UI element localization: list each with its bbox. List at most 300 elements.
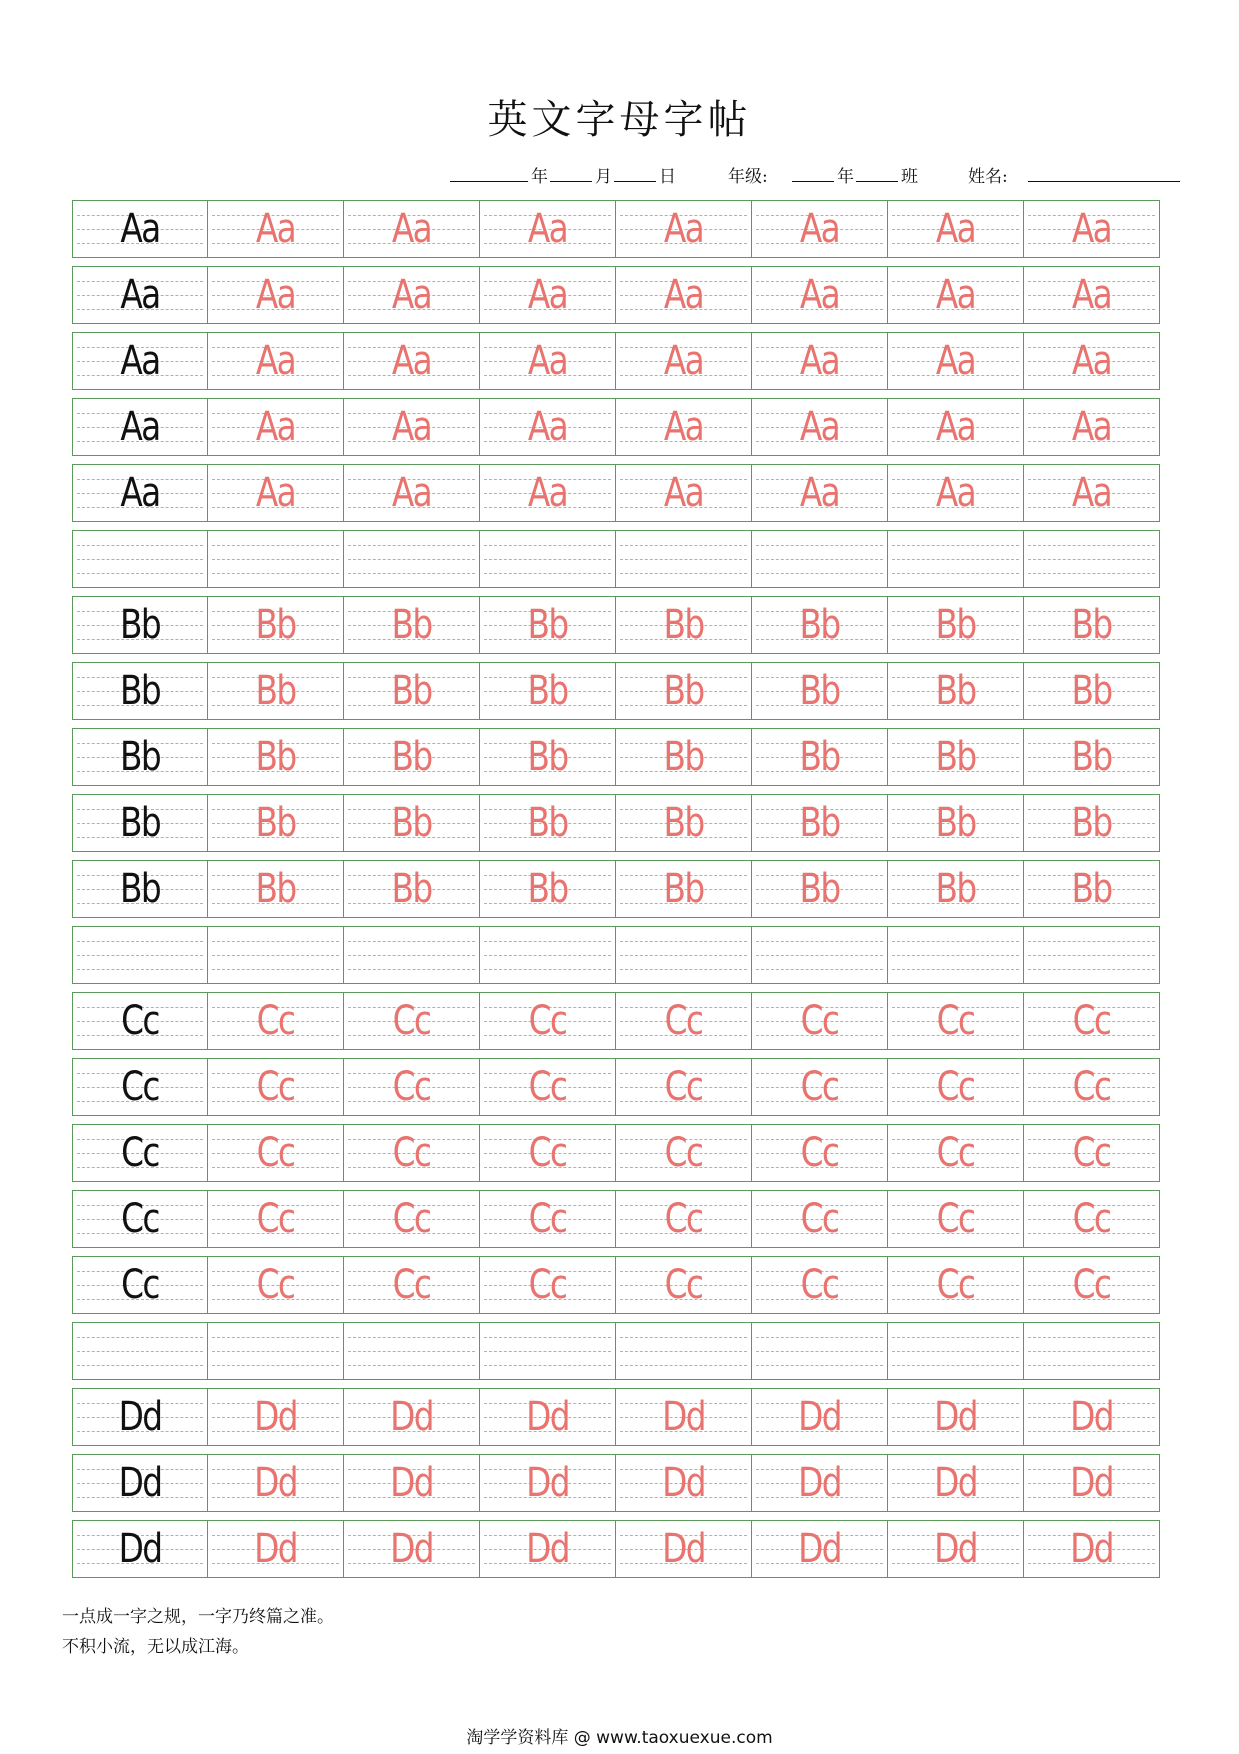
trace-cell[interactable] (1024, 200, 1160, 258)
trace-cell[interactable] (1024, 1058, 1160, 1116)
trace-cell[interactable] (344, 398, 480, 456)
trace-cell[interactable] (616, 860, 752, 918)
trace-cell[interactable] (208, 398, 344, 456)
trace-cell[interactable] (616, 926, 752, 984)
trace-cell[interactable] (344, 332, 480, 390)
guide-line (756, 559, 883, 560)
trace-cell[interactable] (888, 1454, 1024, 1512)
trace-letter: Dd (934, 1460, 977, 1506)
trace-letter: Bb (391, 800, 432, 846)
trace-letter: Aa (255, 206, 296, 252)
trace-cell[interactable] (1024, 464, 1160, 522)
trace-letter: Dd (798, 1526, 841, 1572)
trace-letter: Bb (935, 734, 976, 780)
trace-cell[interactable] (888, 1124, 1024, 1182)
trace-cell[interactable] (888, 1058, 1024, 1116)
guide-line (484, 545, 611, 546)
trace-cell[interactable] (1024, 1454, 1160, 1512)
trace-cell[interactable] (616, 200, 752, 258)
trace-letter: Dd (798, 1460, 841, 1506)
trace-cell[interactable] (752, 1058, 888, 1116)
trace-cell[interactable] (344, 728, 480, 786)
trace-letter: Cc (1072, 1196, 1111, 1242)
trace-cell[interactable] (1024, 332, 1160, 390)
grade-year-blank[interactable] (792, 181, 834, 182)
trace-letter: Bb (1071, 800, 1112, 846)
trace-cell[interactable] (208, 464, 344, 522)
guide-line (348, 559, 475, 560)
trace-cell[interactable] (344, 464, 480, 522)
trace-cell[interactable] (752, 200, 888, 258)
trace-cell[interactable] (480, 530, 616, 588)
model-cell[interactable] (72, 596, 208, 654)
model-cell[interactable] (72, 1256, 208, 1314)
trace-cell[interactable] (1024, 530, 1160, 588)
trace-cell[interactable] (344, 1454, 480, 1512)
day-blank[interactable] (614, 181, 656, 182)
model-cell[interactable] (72, 1322, 208, 1380)
guide-line (620, 1351, 747, 1352)
guide-line (892, 1337, 1019, 1338)
model-cell[interactable] (72, 266, 208, 324)
trace-cell[interactable] (1024, 662, 1160, 720)
trace-letter: Aa (527, 272, 568, 318)
guide-line (348, 1365, 475, 1366)
footer-watermark: 淘学学资料库 @ www.taoxuexue.com (466, 1728, 773, 1748)
trace-cell[interactable] (344, 200, 480, 258)
trace-letter: Bb (527, 734, 568, 780)
guide-line (892, 955, 1019, 956)
model-letter: Aa (120, 470, 160, 516)
trace-letter: Cc (1072, 998, 1111, 1044)
trace-letter: Cc (936, 1196, 975, 1242)
trace-cell[interactable] (344, 1388, 480, 1446)
trace-letter: Bb (935, 668, 976, 714)
practice-row (72, 1124, 1166, 1182)
trace-letter: Dd (934, 1394, 977, 1440)
guide-line (1028, 1351, 1155, 1352)
trace-cell[interactable] (888, 1520, 1024, 1578)
trace-cell[interactable] (480, 332, 616, 390)
trace-letter: Cc (800, 1196, 839, 1242)
trace-cell[interactable] (616, 332, 752, 390)
model-cell[interactable] (72, 464, 208, 522)
trace-cell[interactable] (888, 266, 1024, 324)
trace-letter: Cc (800, 1064, 839, 1110)
trace-cell[interactable] (480, 1322, 616, 1380)
trace-cell[interactable] (208, 332, 344, 390)
trace-cell[interactable] (888, 464, 1024, 522)
model-letter: Cc (121, 1262, 159, 1308)
guide-line (1028, 955, 1155, 956)
guide-line (756, 969, 883, 970)
trace-cell[interactable] (1024, 398, 1160, 456)
trace-cell[interactable] (480, 1520, 616, 1578)
trace-letter: Dd (1070, 1460, 1113, 1506)
trace-cell[interactable] (888, 1256, 1024, 1314)
trace-letter: Bb (391, 734, 432, 780)
trace-letter: Aa (799, 206, 840, 252)
trace-cell[interactable] (480, 1124, 616, 1182)
trace-cell[interactable] (480, 464, 616, 522)
trace-cell[interactable] (208, 1520, 344, 1578)
trace-cell[interactable] (480, 266, 616, 324)
trace-cell[interactable] (752, 1388, 888, 1446)
practice-row (72, 1322, 1166, 1380)
trace-cell[interactable] (1024, 992, 1160, 1050)
model-letter: Cc (121, 1130, 159, 1176)
trace-letter: Cc (256, 1196, 295, 1242)
trace-cell[interactable] (752, 926, 888, 984)
trace-letter: Bb (255, 800, 296, 846)
trace-letter: Dd (1070, 1394, 1113, 1440)
trace-letter: Dd (662, 1394, 705, 1440)
trace-cell[interactable] (752, 1454, 888, 1512)
trace-cell[interactable] (616, 1058, 752, 1116)
trace-cell[interactable] (480, 728, 616, 786)
trace-letter: Cc (392, 1196, 431, 1242)
practice-row (72, 728, 1166, 786)
grade-year-label: 年 (837, 167, 854, 187)
trace-cell[interactable] (480, 662, 616, 720)
guide-line (212, 1351, 339, 1352)
guide-line (620, 1337, 747, 1338)
trace-letter: Bb (935, 866, 976, 912)
trace-letter: Dd (526, 1394, 569, 1440)
trace-cell[interactable] (208, 266, 344, 324)
trace-cell[interactable] (752, 398, 888, 456)
trace-cell[interactable] (752, 992, 888, 1050)
trace-letter: Cc (1072, 1064, 1111, 1110)
trace-letter: Bb (527, 602, 568, 648)
trace-letter: Bb (799, 602, 840, 648)
guide-line (348, 941, 475, 942)
trace-cell[interactable] (752, 662, 888, 720)
model-letter: Bb (119, 734, 161, 780)
trace-cell[interactable] (208, 1388, 344, 1446)
trace-letter: Cc (664, 1196, 703, 1242)
model-cell[interactable] (72, 1124, 208, 1182)
trace-cell[interactable] (616, 1124, 752, 1182)
trace-cell[interactable] (208, 1058, 344, 1116)
day-label: 日 (659, 167, 676, 187)
trace-letter: Cc (528, 998, 567, 1044)
trace-cell[interactable] (752, 1256, 888, 1314)
trace-cell[interactable] (208, 1454, 344, 1512)
guide-line (1028, 1365, 1155, 1366)
guide-line (484, 1337, 611, 1338)
trace-letter: Cc (800, 1130, 839, 1176)
trace-letter: Bb (391, 602, 432, 648)
trace-cell[interactable] (208, 926, 344, 984)
trace-cell[interactable] (1024, 794, 1160, 852)
trace-cell[interactable] (616, 1256, 752, 1314)
trace-cell[interactable] (752, 464, 888, 522)
trace-cell[interactable] (344, 1190, 480, 1248)
trace-cell[interactable] (616, 662, 752, 720)
guide-line (77, 1365, 203, 1366)
practice-row (72, 926, 1166, 984)
trace-cell[interactable] (208, 1190, 344, 1248)
practice-row (72, 1190, 1166, 1248)
trace-cell[interactable] (616, 728, 752, 786)
trace-cell[interactable] (616, 1388, 752, 1446)
guide-line (77, 545, 203, 546)
model-cell[interactable] (72, 992, 208, 1050)
trace-cell[interactable] (480, 596, 616, 654)
trace-cell[interactable] (752, 332, 888, 390)
trace-letter: Aa (799, 470, 840, 516)
trace-cell[interactable] (888, 332, 1024, 390)
trace-letter: Dd (934, 1526, 977, 1572)
trace-cell[interactable] (752, 1322, 888, 1380)
trace-cell[interactable] (344, 992, 480, 1050)
model-cell[interactable] (72, 1388, 208, 1446)
trace-cell[interactable] (344, 1256, 480, 1314)
trace-cell[interactable] (208, 860, 344, 918)
trace-cell[interactable] (616, 398, 752, 456)
trace-cell[interactable] (208, 1322, 344, 1380)
guide-line (484, 969, 611, 970)
trace-cell[interactable] (616, 992, 752, 1050)
trace-cell[interactable] (616, 1520, 752, 1578)
trace-cell[interactable] (480, 1388, 616, 1446)
trace-cell[interactable] (616, 464, 752, 522)
trace-cell[interactable] (752, 266, 888, 324)
trace-letter: Aa (255, 404, 296, 450)
trace-letter: Dd (526, 1460, 569, 1506)
trace-letter: Cc (1072, 1130, 1111, 1176)
trace-letter: Dd (254, 1394, 297, 1440)
trace-cell[interactable] (344, 662, 480, 720)
trace-letter: Bb (391, 866, 432, 912)
trace-cell[interactable] (888, 530, 1024, 588)
trace-cell[interactable] (888, 794, 1024, 852)
trace-cell[interactable] (208, 662, 344, 720)
trace-letter: Cc (392, 1064, 431, 1110)
trace-letter: Dd (798, 1394, 841, 1440)
trace-letter: Cc (664, 1064, 703, 1110)
trace-cell[interactable] (344, 1124, 480, 1182)
model-cell[interactable] (72, 200, 208, 258)
trace-letter: Cc (800, 1262, 839, 1308)
trace-cell[interactable] (616, 1190, 752, 1248)
trace-cell[interactable] (344, 860, 480, 918)
trace-cell[interactable] (480, 1256, 616, 1314)
trace-cell[interactable] (1024, 1256, 1160, 1314)
practice-row (72, 794, 1166, 852)
guide-line (892, 1365, 1019, 1366)
model-cell[interactable] (72, 530, 208, 588)
model-cell[interactable] (72, 332, 208, 390)
trace-cell[interactable] (888, 1190, 1024, 1248)
trace-cell[interactable] (480, 860, 616, 918)
info-line (450, 162, 1180, 186)
model-cell[interactable] (72, 1190, 208, 1248)
trace-letter: Dd (526, 1526, 569, 1572)
trace-cell[interactable] (344, 1520, 480, 1578)
trace-cell[interactable] (208, 728, 344, 786)
model-cell[interactable] (72, 1454, 208, 1512)
guide-line (212, 573, 339, 574)
trace-cell[interactable] (616, 266, 752, 324)
model-cell[interactable] (72, 860, 208, 918)
guide-line (1028, 545, 1155, 546)
trace-cell[interactable] (1024, 1388, 1160, 1446)
trace-cell[interactable] (208, 530, 344, 588)
trace-letter: Aa (799, 338, 840, 384)
guide-line (484, 955, 611, 956)
guide-line (620, 1365, 747, 1366)
model-cell[interactable] (72, 662, 208, 720)
trace-cell[interactable] (888, 992, 1024, 1050)
trace-cell[interactable] (208, 1124, 344, 1182)
trace-cell[interactable] (208, 596, 344, 654)
trace-cell[interactable] (344, 794, 480, 852)
trace-cell[interactable] (480, 1454, 616, 1512)
trace-letter: Bb (1071, 602, 1112, 648)
trace-cell[interactable] (480, 926, 616, 984)
trace-letter: Bb (663, 668, 704, 714)
month-blank[interactable] (550, 181, 592, 182)
trace-cell[interactable] (888, 860, 1024, 918)
practice-row (72, 464, 1166, 522)
model-cell[interactable] (72, 728, 208, 786)
trace-cell[interactable] (752, 596, 888, 654)
trace-letter: Aa (391, 272, 432, 318)
trace-cell[interactable] (616, 794, 752, 852)
trace-cell[interactable] (752, 860, 888, 918)
trace-cell[interactable] (752, 1124, 888, 1182)
trace-letter: Bb (1071, 668, 1112, 714)
guide-line (348, 955, 475, 956)
trace-cell[interactable] (344, 266, 480, 324)
trace-cell[interactable] (344, 1322, 480, 1380)
trace-letter: Aa (663, 272, 704, 318)
trace-cell[interactable] (888, 926, 1024, 984)
trace-letter: Bb (527, 800, 568, 846)
guide-line (212, 1365, 339, 1366)
trace-cell[interactable] (208, 200, 344, 258)
trace-letter: Dd (662, 1526, 705, 1572)
model-cell[interactable] (72, 926, 208, 984)
trace-cell[interactable] (888, 1388, 1024, 1446)
model-cell[interactable] (72, 1520, 208, 1578)
guide-line (756, 1337, 883, 1338)
trace-cell[interactable] (480, 1058, 616, 1116)
trace-letter: Bb (663, 866, 704, 912)
trace-cell[interactable] (1024, 1190, 1160, 1248)
trace-letter: Aa (799, 272, 840, 318)
trace-cell[interactable] (888, 662, 1024, 720)
trace-cell[interactable] (888, 1322, 1024, 1380)
trace-cell[interactable] (1024, 266, 1160, 324)
trace-cell[interactable] (616, 530, 752, 588)
trace-cell[interactable] (752, 530, 888, 588)
trace-letter: Aa (527, 470, 568, 516)
model-cell[interactable] (72, 1058, 208, 1116)
trace-cell[interactable] (752, 1190, 888, 1248)
trace-cell[interactable] (208, 794, 344, 852)
name-label: 姓名: (968, 167, 1008, 187)
trace-cell[interactable] (344, 1058, 480, 1116)
model-letter: Dd (118, 1394, 162, 1440)
trace-letter: Cc (936, 1130, 975, 1176)
class-blank[interactable] (856, 181, 898, 182)
trace-cell[interactable] (616, 1322, 752, 1380)
guide-line (620, 559, 747, 560)
trace-cell[interactable] (208, 1256, 344, 1314)
trace-cell[interactable] (752, 1520, 888, 1578)
trace-cell[interactable] (344, 926, 480, 984)
trace-cell[interactable] (616, 596, 752, 654)
trace-cell[interactable] (1024, 1520, 1160, 1578)
trace-cell[interactable] (344, 596, 480, 654)
trace-letter: Dd (1070, 1526, 1113, 1572)
trace-letter: Dd (254, 1526, 297, 1572)
trace-cell[interactable] (480, 992, 616, 1050)
trace-cell[interactable] (1024, 1322, 1160, 1380)
trace-cell[interactable] (480, 794, 616, 852)
trace-letter: Aa (1071, 338, 1112, 384)
trace-letter: Aa (527, 338, 568, 384)
trace-letter: Aa (935, 404, 976, 450)
guide-line (892, 573, 1019, 574)
trace-letter: Cc (256, 998, 295, 1044)
trace-letter: Aa (1071, 470, 1112, 516)
trace-letter: Cc (664, 1262, 703, 1308)
model-cell[interactable] (72, 398, 208, 456)
trace-cell[interactable] (480, 1190, 616, 1248)
guide-line (620, 941, 747, 942)
trace-letter: Cc (664, 1130, 703, 1176)
trace-cell[interactable] (1024, 596, 1160, 654)
practice-row (72, 1454, 1166, 1512)
trace-cell[interactable] (752, 728, 888, 786)
trace-letter: Cc (936, 1064, 975, 1110)
trace-cell[interactable] (888, 200, 1024, 258)
trace-cell[interactable] (344, 530, 480, 588)
model-letter: Aa (120, 404, 160, 450)
trace-letter: Cc (528, 1196, 567, 1242)
trace-letter: Aa (799, 404, 840, 450)
trace-cell[interactable] (1024, 1124, 1160, 1182)
trace-cell[interactable] (1024, 926, 1160, 984)
trace-cell[interactable] (480, 200, 616, 258)
guide-line (77, 941, 203, 942)
trace-letter: Aa (255, 338, 296, 384)
guide-line (212, 955, 339, 956)
guide-line (892, 969, 1019, 970)
trace-cell[interactable] (1024, 860, 1160, 918)
trace-cell[interactable] (616, 1454, 752, 1512)
year-blank[interactable] (450, 181, 528, 182)
guide-line (1028, 969, 1155, 970)
trace-cell[interactable] (480, 398, 616, 456)
trace-cell[interactable] (1024, 728, 1160, 786)
trace-cell[interactable] (752, 794, 888, 852)
trace-letter: Aa (663, 470, 704, 516)
model-cell[interactable] (72, 794, 208, 852)
trace-cell[interactable] (888, 398, 1024, 456)
guide-line (620, 573, 747, 574)
trace-cell[interactable] (888, 596, 1024, 654)
name-blank[interactable] (1028, 181, 1180, 182)
trace-cell[interactable] (888, 728, 1024, 786)
trace-letter: Dd (390, 1526, 433, 1572)
guide-line (756, 941, 883, 942)
trace-cell[interactable] (208, 992, 344, 1050)
